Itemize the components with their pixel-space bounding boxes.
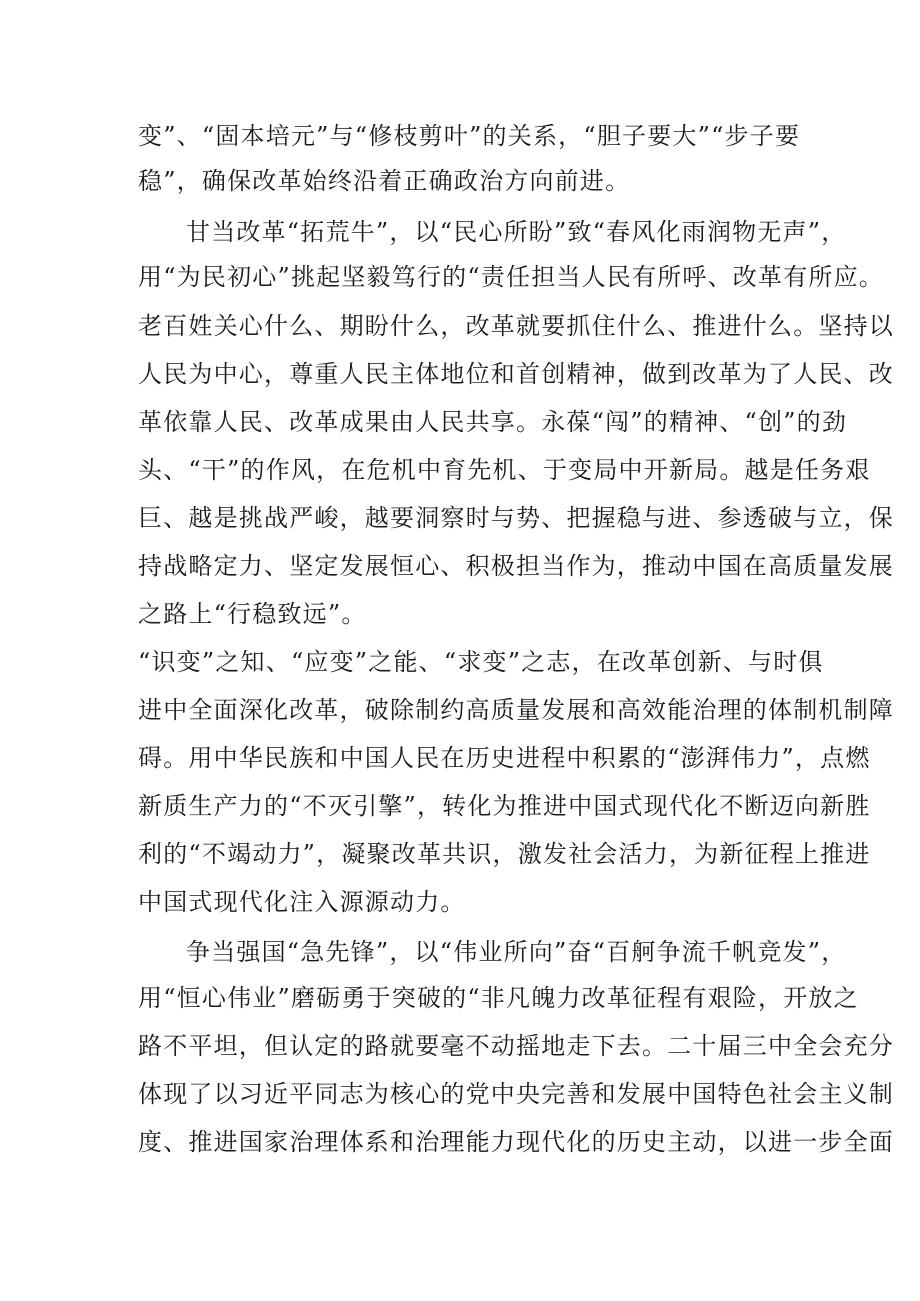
- text-line: 稳”，确保改革始终沿着正确政治方向前进。: [138, 167, 631, 195]
- text-line: 甘当改革“拓荒牛”，以“民心所盼”致“春风化雨润物无声”，: [186, 218, 847, 246]
- text-line: 持战略定力、坚定发展恒心、积极担当作为，推动中国在高质量发展: [138, 552, 894, 580]
- text-line: 老百姓关心什么、期盼什么，改革就要抓住什么、推进什么。坚持以: [138, 312, 894, 340]
- text-line: 巨、越是挑战严峻，越要洞察时与势、把握稳与进、参透破与立，保: [138, 504, 894, 532]
- text-line: 利的“不竭动力”，凝聚改革共识，激发社会活力，为新征程上推进: [138, 840, 871, 868]
- text-line: 革依靠人民、改革成果由人民共享。永葆“闯”的精神、“创”的劲: [138, 408, 848, 436]
- text-line: 新质生产力的“不灭引擎”，转化为推进中国式现代化不断迈向新胜: [138, 792, 871, 820]
- text-line: 中国式现代化注入源源动力。: [138, 888, 466, 916]
- text-line: 度、推进国家治理体系和治理能力现代化的历史主动，以进一步全面: [138, 1128, 894, 1156]
- text-line: 用“为民初心”挑起坚毅笃行的“责任担当人民有所呼、改革有所应。: [138, 263, 885, 291]
- text-line: 头、“干”的作风，在危机中育先机、于变局中开新局。越是任务艰: [138, 456, 871, 484]
- text-line: 人民为中心，尊重人民主体地位和首创精神，做到改革为了人民、改: [138, 360, 894, 388]
- text-line: 变”、“固本培元”与“修枝剪叶”的关系，“胆子要大”“步子要: [138, 122, 801, 150]
- text-line: 争当强国“急先锋”，以“伟业所向”奋“百舸争流千帆竞发”，: [186, 938, 847, 966]
- text-line: 路不平坦，但认定的路就要毫不动摇地走下去。二十届三中全会充分: [138, 1032, 894, 1060]
- text-line: 之路上“行稳致远”。: [138, 600, 367, 628]
- text-line: 进中全面深化改革，破除制约高质量发展和高效能治理的体制机制障: [138, 696, 894, 724]
- text-line: 碍。用中华民族和中国人民在历史进程中积累的“澎湃伟力”，点燃: [138, 744, 871, 772]
- text-line: 体现了以习近平同志为核心的党中央完善和发展中国特色社会主义制: [138, 1080, 894, 1108]
- text-line: 用“恒心伟业”磨砺勇于突破的“非凡魄力改革征程有艰险，开放之: [138, 984, 859, 1012]
- text-line: “识变”之知、“应变”之能、“求变”之志，在改革创新、与时俱: [138, 648, 824, 676]
